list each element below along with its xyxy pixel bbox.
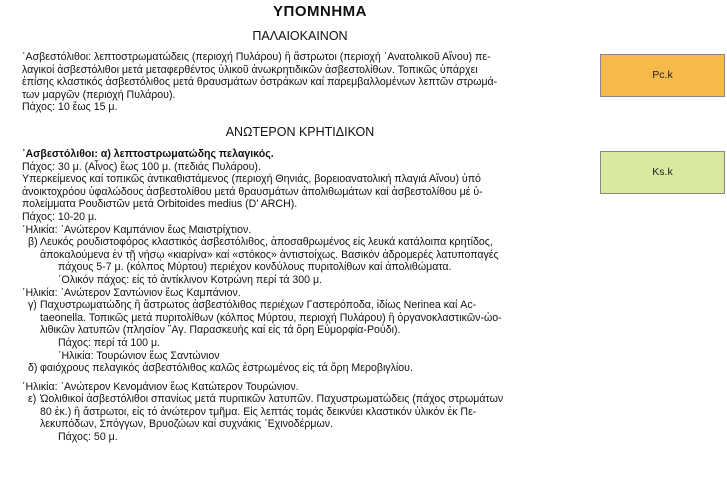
unit-b-age: ῾Ηλικία: ᾿Ανώτερον Σαντώνιον ἕως Καμπάνιον. — [22, 286, 241, 299]
unit-g-thickness: Πάχος: περί τά 100 μ. — [58, 336, 161, 349]
upper-cretaceous-description — [22, 148, 592, 444]
unit-e-line: 80 ἑκ.) ἢ ἄστρωτοι, εἰς τό ἀνώτερον τμῆμα. Εἰς λεπτάς τομάς δεικνύει κλαστικόν ὑλικόν ἐκ Πε- — [40, 405, 477, 418]
unit-g-line: λιθικῶν λατυπῶν (πλησίον ῞Αγ. Παρασκευής καί εἰς τά ὄρη Εὐμορφία-Ρούδι). — [40, 324, 401, 337]
unit-a-line: Πάχος: 10-20 μ. — [22, 210, 98, 223]
unit-g-line: taeonella. Τοπικῶς μετά πυριτολίθων (κόλπος Μύρτου, περιοχή Πυλάρου) ἢ ὀργανοκλαστικῶν-ὠο- — [40, 311, 502, 324]
unit-e-age: ῾Ηλικία: ᾿Ανώτερον Κενομάνιον ἕως Κατώτερον Τουρώνιον. — [22, 380, 299, 393]
palaeocene-line: λαγικοί ἀσβεστόλιθοι μετά μεταφερθέντος ὑλικοῦ ἀνωκρητιδικῶν ἀσβεστολίθων. Τοπικῶς ὑπάρχει — [22, 63, 478, 76]
palaeocene-thickness: Πάχος: 10 ἕως 15 μ. — [22, 101, 118, 114]
upper-cretaceous-heading: ΑΝΩΤΕΡΟΝ ΚΡΗΤΙΔΙΚΟΝ — [225, 125, 375, 139]
unit-e-line: Ὠολιθικοί ἀσβεστόλιθοι σπανίως μετά πυριτικῶν λατυπῶν. Παχυστρωματώδεις (πάχος στρωμάτων — [40, 393, 504, 406]
unit-a-line: πολείμματα Ρουδιστῶν μετά Orbitoides medius (D' ARCH). — [22, 198, 298, 211]
unit-b — [22, 236, 592, 286]
unit-a-line: ᾿Ασβεστόλιθοι: α) λεπτοστρωματώδης πελαγικός. — [22, 148, 274, 160]
unit-b-marker: β) — [28, 236, 38, 249]
unit-a-line: Υπερκείμενος καί τοπικῶς ἀντικαθιστάμενος (περιοχή Θηνιάς, βορειοανατολική πλαγιά Αἴνου) ὑπό — [22, 173, 481, 186]
unit-d — [22, 362, 592, 375]
unit-g-line: Παχυστρωματώδης ἢ ἄστρωτος ἀσβεστόλιθος περιέχων Γαστερόποδα, ἰδίως Nerinea καί Ac- — [40, 299, 477, 312]
unit-e-line: λεκυπόδων, Σπόγγων, Βρυοζώων καί συχνάκις ᾿Εχινοδέρμων. — [40, 418, 334, 431]
unit-g-age: ῾Ηλικία: Τουρώνιον ἕως Σαντώνιον — [58, 349, 220, 362]
palaeocene-swatch-label: Pc.k — [652, 69, 673, 82]
legend-title: ΥΠΟΜΝΗΜΑ — [273, 3, 367, 20]
unit-d-line: φαιόχρους πελαγικός ἀσβεστόλιθος καλῶς ἐστρωμένος εἰς τά ὄρη Μεροβιγλίου. — [40, 362, 413, 375]
unit-g — [22, 299, 592, 362]
unit-b-line: ῾Ολικόν πάχος: εἰς τό ἀντίκλινον Κοτρώνη περί τά 300 μ. — [58, 273, 323, 286]
unit-a-line: ἀνοικτοχρόου ὑφαλώδους ἀσβεστολίθου μετά θραυσμάτων ἀπολιθωμάτων καί ἀσβεστολίθου μέ ὑ- — [22, 185, 483, 198]
unit-e-marker: ε) — [28, 393, 37, 406]
palaeocene-line: ᾿Ασβεστόλιθοι: λεπτοστρωματώδεις (περιοχή Πυλάρου) ἢ ἄστρωτοι (περιοχή ᾿Ανατολικοῦ Αἴνου) πε- — [22, 51, 491, 63]
unit-b-line: ἀποκαλούμενα ἐν τῇ νήσῳ «κιαρίνα» καί «στόκος» ἀντιστοίχως. Βασικόν ἀδρομερές λατυποπαγές — [40, 248, 499, 261]
unit-b-line: πάχους 5-7 μ. (κόλπος Μύρτου) περιέχον κονδύλους πυριτολίθων καί ἀπολιθώματα. — [58, 261, 452, 274]
unit-e — [22, 393, 592, 443]
upper-cretaceous-swatch-label: Ks.k — [652, 166, 673, 179]
unit-d-marker: δ) — [28, 362, 38, 375]
palaeocene-heading: ΠΑΛΑΙΟΚΑΙΝΟΝ — [252, 29, 348, 43]
upper-cretaceous-swatch — [600, 151, 725, 194]
palaeocene-line: ἐπίσης κλαστικός ἀσβεστόλιθος μετά θραυσμάτων ὀστράκων καί παρεμβαλλομένων λεπτῶν στρωμά- — [22, 76, 498, 89]
unit-g-marker: γ) — [28, 299, 37, 312]
unit-a-line: Πάχος: 30 μ. (Αἶνος) ἕως 100 μ. (πεδιάς Πυλάρου). — [22, 160, 261, 173]
unit-a-age: ῾Ηλικία: ᾿Ανώτερον Καμπάνιον ἕως Μαιστρίχτιον. — [22, 223, 252, 236]
palaeocene-line: των μαργῶν (περιοχή Πυλάρου). — [22, 88, 176, 101]
palaeocene-swatch — [600, 54, 725, 97]
unit-e-thickness: Πάχος: 50 μ. — [58, 431, 118, 444]
unit-b-line: Λευκός ρουδιστοφόρος κλαστικός ἀσβεστόλιθος, ἀποσαθρωμένος εἰς λευκά κατάλοιπα κρητίδος, — [40, 236, 493, 249]
palaeocene-description — [22, 51, 592, 114]
